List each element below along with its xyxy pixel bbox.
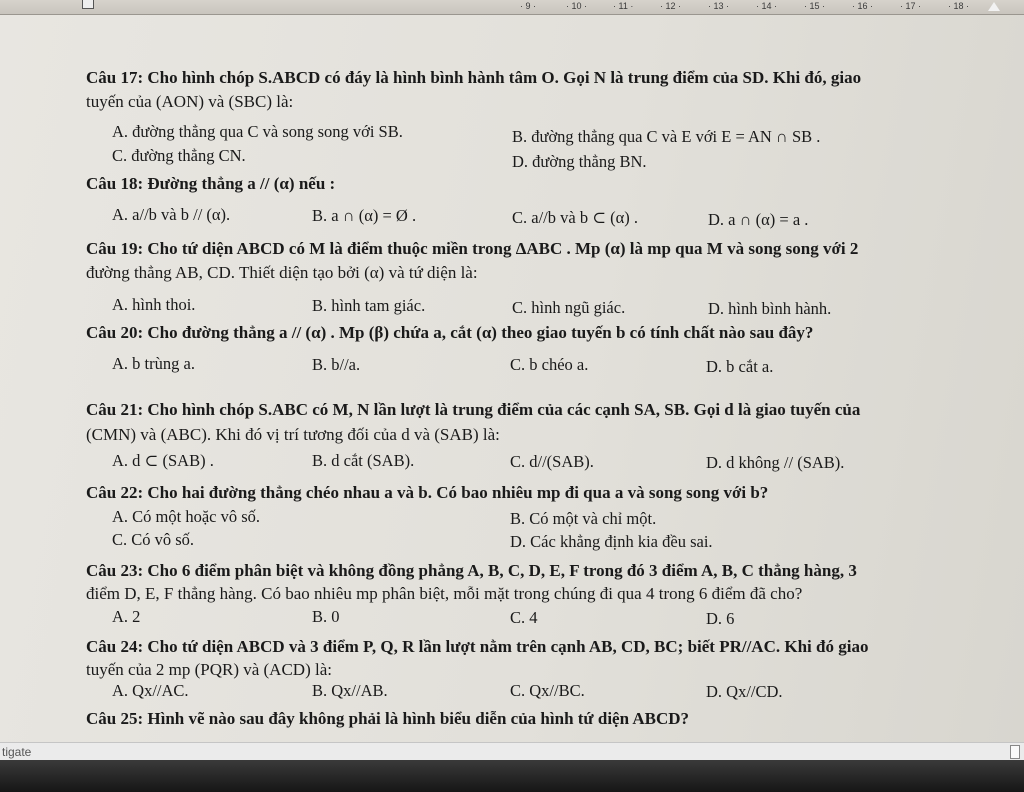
question-23-line-2: điểm D, E, F thẳng hàng. Có bao nhiêu mp phân biệt, mỗi mặt trong chúng đi qua 4 trong 6 điểm đã cho? <box>86 584 803 603</box>
ruler-mark: · 18 · <box>948 1 970 11</box>
question-22-line-1: Câu 22: Cho hai đường thẳng chéo nhau a và b. Có bao nhiêu mp đi qua a và song song với b? <box>86 483 769 502</box>
status-label: tigate <box>2 745 32 759</box>
ruler-tab-icon[interactable] <box>82 0 94 9</box>
question-23-option-a: A. 2 <box>112 607 141 626</box>
question-20-line-1: Câu 20: Cho đường thẳng a // (α) . Mp (β) chứa a, cắt (α) theo giao tuyến b có tính chất nào sau đây? <box>86 323 814 342</box>
question-17-option-d: D. đường thẳng BN. <box>512 152 647 171</box>
question-23-option-c: C. 4 <box>510 608 538 627</box>
question-20-option-c: C. b chéo a. <box>510 355 589 374</box>
question-23-line-1: Câu 23: Cho 6 điểm phân biệt và không đồng phẳng A, B, C, D, E, F trong đó 3 điểm A, B, C thẳng hàng, 3 <box>86 561 857 580</box>
question-24-option-b: B. Qx//AB. <box>312 681 388 700</box>
scroll-down-icon[interactable] <box>1010 745 1020 759</box>
question-19-option-c: C. hình ngũ giác. <box>512 298 626 317</box>
question-18-option-a: A. a//b và b // (α). <box>112 205 231 224</box>
question-19-line-2: đường thẳng AB, CD. Thiết diện tạo bởi (α) và tứ diện là: <box>86 263 478 282</box>
ruler-mark: · 12 · <box>660 1 682 11</box>
question-19-option-a: A. hình thoi. <box>112 295 196 314</box>
document-page[interactable] <box>0 15 1024 742</box>
question-22-option-d: D. Các khẳng định kia đều sai. <box>510 532 713 551</box>
question-18-option-c: C. a//b và b ⊂ (α) . <box>512 208 639 227</box>
question-21-option-d: D. d không // (SAB). <box>706 453 845 472</box>
question-22-option-a: A. Có một hoặc vô số. <box>112 507 261 526</box>
question-21-option-a: A. d ⊂ (SAB) . <box>112 451 214 470</box>
right-indent-marker-icon[interactable] <box>988 2 1000 11</box>
question-20-option-d: D. b cắt a. <box>706 357 774 376</box>
question-24-option-d: D. Qx//CD. <box>706 682 783 701</box>
status-bar <box>0 742 1024 761</box>
question-24-option-a: A. Qx//AC. <box>112 681 189 700</box>
question-23-option-b: B. 0 <box>312 607 340 626</box>
question-17-option-a: A. đường thẳng qua C và song song với SB. <box>112 122 403 141</box>
question-25-line-1: Câu 25: Hình vẽ nào sau đây không phải là hình biểu diễn của hình tứ diện ABCD? <box>86 709 690 728</box>
question-24-line-2: tuyến của 2 mp (PQR) và (ACD) là: <box>86 660 332 679</box>
ruler-mark: · 15 · <box>804 1 826 11</box>
ruler-mark: · 14 · <box>756 1 778 11</box>
ruler-mark: · 17 · <box>900 1 922 11</box>
question-20-option-a: A. b trùng a. <box>112 354 195 373</box>
question-18-line-1: Câu 18: Đường thẳng a // (α) nếu : <box>86 174 336 193</box>
question-19-option-b: B. hình tam giác. <box>312 296 426 315</box>
question-24-line-1: Câu 24: Cho tứ diện ABCD và 3 điểm P, Q, R lần lượt nằm trên cạnh AB, CD, BC; biết PR//AC. Khi đó giao <box>86 637 869 656</box>
question-17-option-b: B. đường thẳng qua C và E với E = AN ∩ SB . <box>512 127 821 146</box>
question-17-line-2: tuyến của (AON) và (SBC) là: <box>86 92 294 111</box>
question-22-option-c: C. Có vô số. <box>112 530 195 549</box>
question-17-option-c: C. đường thẳng CN. <box>112 146 246 165</box>
question-19-option-d: D. hình bình hành. <box>708 299 832 318</box>
question-17-line-1: Câu 17: Cho hình chóp S.ABCD có đáy là hình bình hành tâm O. Gọi N là trung điểm của SD. Khi đó, giao <box>86 68 862 87</box>
question-24-option-c: C. Qx//BC. <box>510 681 585 700</box>
question-21-line-2: (CMN) và (ABC). Khi đó vị trí tương đối của d và (SAB) là: <box>86 425 500 444</box>
question-21-option-c: C. d//(SAB). <box>510 452 594 471</box>
question-21-line-1: Câu 21: Cho hình chóp S.ABC có M, N lần lượt là trung điểm của các cạnh SA, SB. Gọi d là giao tuyến của <box>86 400 861 419</box>
horizontal-ruler <box>0 0 1024 15</box>
ruler-mark: · 13 · <box>708 1 730 11</box>
question-18-option-d: D. a ∩ (α) = a . <box>708 210 809 229</box>
question-20-option-b: B. b//a. <box>312 355 361 374</box>
question-19-line-1: Câu 19: Cho tứ diện ABCD có M là điểm thuộc miền trong ΔABC . Mp (α) là mp qua M và song song với 2 <box>86 239 859 258</box>
ruler-mark: · 11 · <box>613 1 634 11</box>
ruler-mark: · 16 · <box>852 1 874 11</box>
question-22-option-b: B. Có một và chỉ một. <box>510 509 657 528</box>
question-21-option-b: B. d cắt (SAB). <box>312 451 415 470</box>
monitor-bezel <box>0 760 1024 792</box>
ruler-mark: · 10 · <box>566 1 588 11</box>
question-18-option-b: B. a ∩ (α) = Ø . <box>312 206 417 225</box>
ruler-mark: · 9 · <box>520 1 537 11</box>
question-23-option-d: D. 6 <box>706 609 735 628</box>
